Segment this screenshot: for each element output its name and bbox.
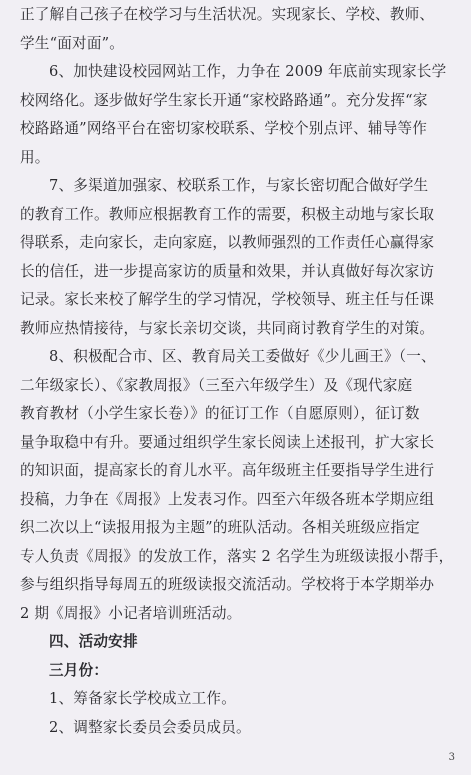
text-line: 的教育工作。教师应根据教育工作的需要，积极主动地与家长取 bbox=[20, 206, 435, 223]
text-line: 记录。家长来校了解学生的学习情况，学校领导、班主任与任课 bbox=[20, 291, 435, 308]
text-line: 学生“面对面”。 bbox=[20, 35, 125, 52]
text-line: 用。 bbox=[20, 149, 50, 166]
text-line: 投稿，力争在《周报》上发表习作。四至六年级各班本学期应组 bbox=[20, 491, 435, 508]
page-number: 3 bbox=[448, 752, 455, 763]
text-line: 织二次以上“读报用报为主题”的班队活动。各相关班级应指定 bbox=[20, 519, 420, 536]
text-line: 7、多渠道加强家、校联系工作，与家长密切配合做好学生 bbox=[49, 177, 429, 194]
text-line: 量争取稳中有升。要通过组织学生家长阅读上述报刊，扩大家长 bbox=[20, 434, 435, 451]
text-line: 专人负责《周报》的发放工作，落实 2 名学生为班级读报小帮手， bbox=[20, 548, 454, 565]
text-line: 6、加快建设校园网站工作，力争在 2009 年底前实现家长学 bbox=[49, 63, 447, 80]
section-heading: 四、活动安排 bbox=[49, 633, 138, 650]
text-line: 教育教材（小学生家长卷）》的征订工作（自愿原则），征订数 bbox=[20, 405, 420, 422]
text-line: 校路路通”网络平台在密切家校联系、学校个别点评、辅导等作 bbox=[20, 120, 428, 137]
text-line: 校网络化。逐步做好学生家长开通“家校路路通”。充分发挥“家 bbox=[20, 92, 428, 109]
text-line: 1、筹备家长学校成立工作。 bbox=[49, 690, 237, 707]
text-line: 参与组织指导每周五的班级读报交流活动。学校将于本学期举办 bbox=[20, 576, 435, 593]
text-line: 正了解自己孩子在校学习与生活状况。实现家长、学校、教师、 bbox=[20, 6, 435, 23]
text-line: 2、调整家长委员会委员成员。 bbox=[49, 719, 251, 736]
month-heading: 三月份： bbox=[49, 662, 109, 679]
text-line: 二年级家长）、《家教周报》（三至六年级学生）及《现代家庭 bbox=[20, 377, 413, 394]
text-line: 长的信任，进一步提高家访的质量和效果，并认真做好每次家访 bbox=[20, 263, 435, 280]
text-line: 的知识面，提高家长的育儿水平。高年级班主任要指导学生进行 bbox=[20, 462, 435, 479]
text-line: 2 期《周报》小记者培训班活动。 bbox=[20, 605, 242, 622]
text-line: 教师应热情接待，与家长亲切交谈，共同商讨教育学生的对策。 bbox=[20, 320, 435, 337]
text-line: 得联系，走向家长，走向家庭，以教师强烈的工作责任心赢得家 bbox=[20, 234, 435, 251]
text-line: 8、积极配合市、区、教育局关工委做好《少儿画王》（一、 bbox=[49, 348, 436, 365]
